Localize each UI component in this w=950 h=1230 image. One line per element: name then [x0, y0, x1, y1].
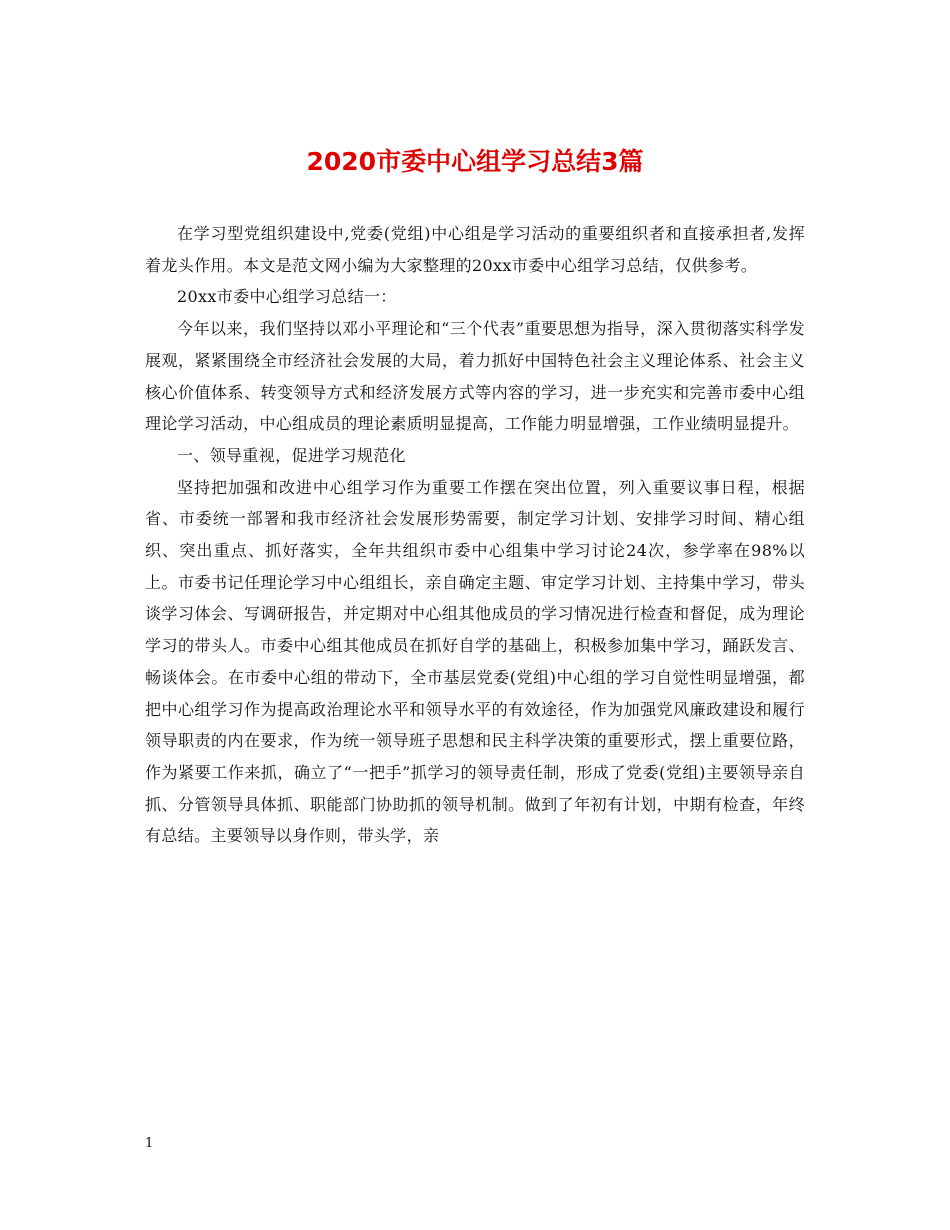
page-number: 1	[145, 1136, 154, 1151]
paragraph-intro: 在学习型党组织建设中,党委(党组)中心组是学习活动的重要组织者和直接承担者,发挥着龙头作用。本文是范文网小编为大家整理的20xx市委中心组学习总结，仅供参考。	[145, 224, 805, 275]
paragraph-section-heading: 20xx市委中心组学习总结一：	[177, 287, 397, 307]
paragraph-subheading: 一、领导重视，促进学习规范化	[177, 445, 406, 465]
paragraph-summary: 今年以来，我们坚持以邓小平理论和“三个代表”重要思想为指导，深入贯彻落实科学发展观，紧紧围绕全市经济社会发展的大局，着力抓好中国特色社会主义理论体系、社会主义核心价值体系、转变领导方式和经济发展方式等内容的学习，进一步充实和完善市委中心组理论学习活动，中心组成员的理论素质明显提高，工作能力明显增强，工作业绩明显提升。	[145, 319, 805, 434]
paragraph-detail: 坚持把加强和改进中心组学习作为重要工作摆在突出位置，列入重要议事日程，根据省、市委统一部署和我市经济社会发展形势需要，制定学习计划、安排学习时间、精心组织、突出重点、抓好落实，全年共组织市委中心组集中学习讨论24次，参学率在98%以上。市委书记任理论学习中心组组长，亲自确定主题、审定学习计划、主持集中学习，带头谈学习体会、写调研报告，并定期对中心组其他成员的学习情况进行检查和督促，成为理论学习的带头人。市委中心组其他成员在抓好自学的基础上，积极参加集中学习，踊跃发言、畅谈体会。在市委中心组的带动下，全市基层党委(党组)中心组的学习自觉性明显增强，都把中心组学习作为提高政治理论水平和领导水平的有效途径，作为加强党风廉政建设和履行领导职责的内在要求，作为统一领导班子思想和民主科学决策的重要形式，摆上重要位路，作为紧要工作来抓，确立了“一把手”抓学习的领导责任制，形成了党委(党组)主要领导亲自抓、分管领导具体抓、职能部门协助抓的领导机制。做到了年初有计划，中期有检查，年终有总结。主要领导以身作则，带头学，亲	[145, 477, 805, 846]
document-title: 2020市委中心组学习总结3篇	[306, 147, 644, 176]
document-body	[145, 218, 805, 852]
